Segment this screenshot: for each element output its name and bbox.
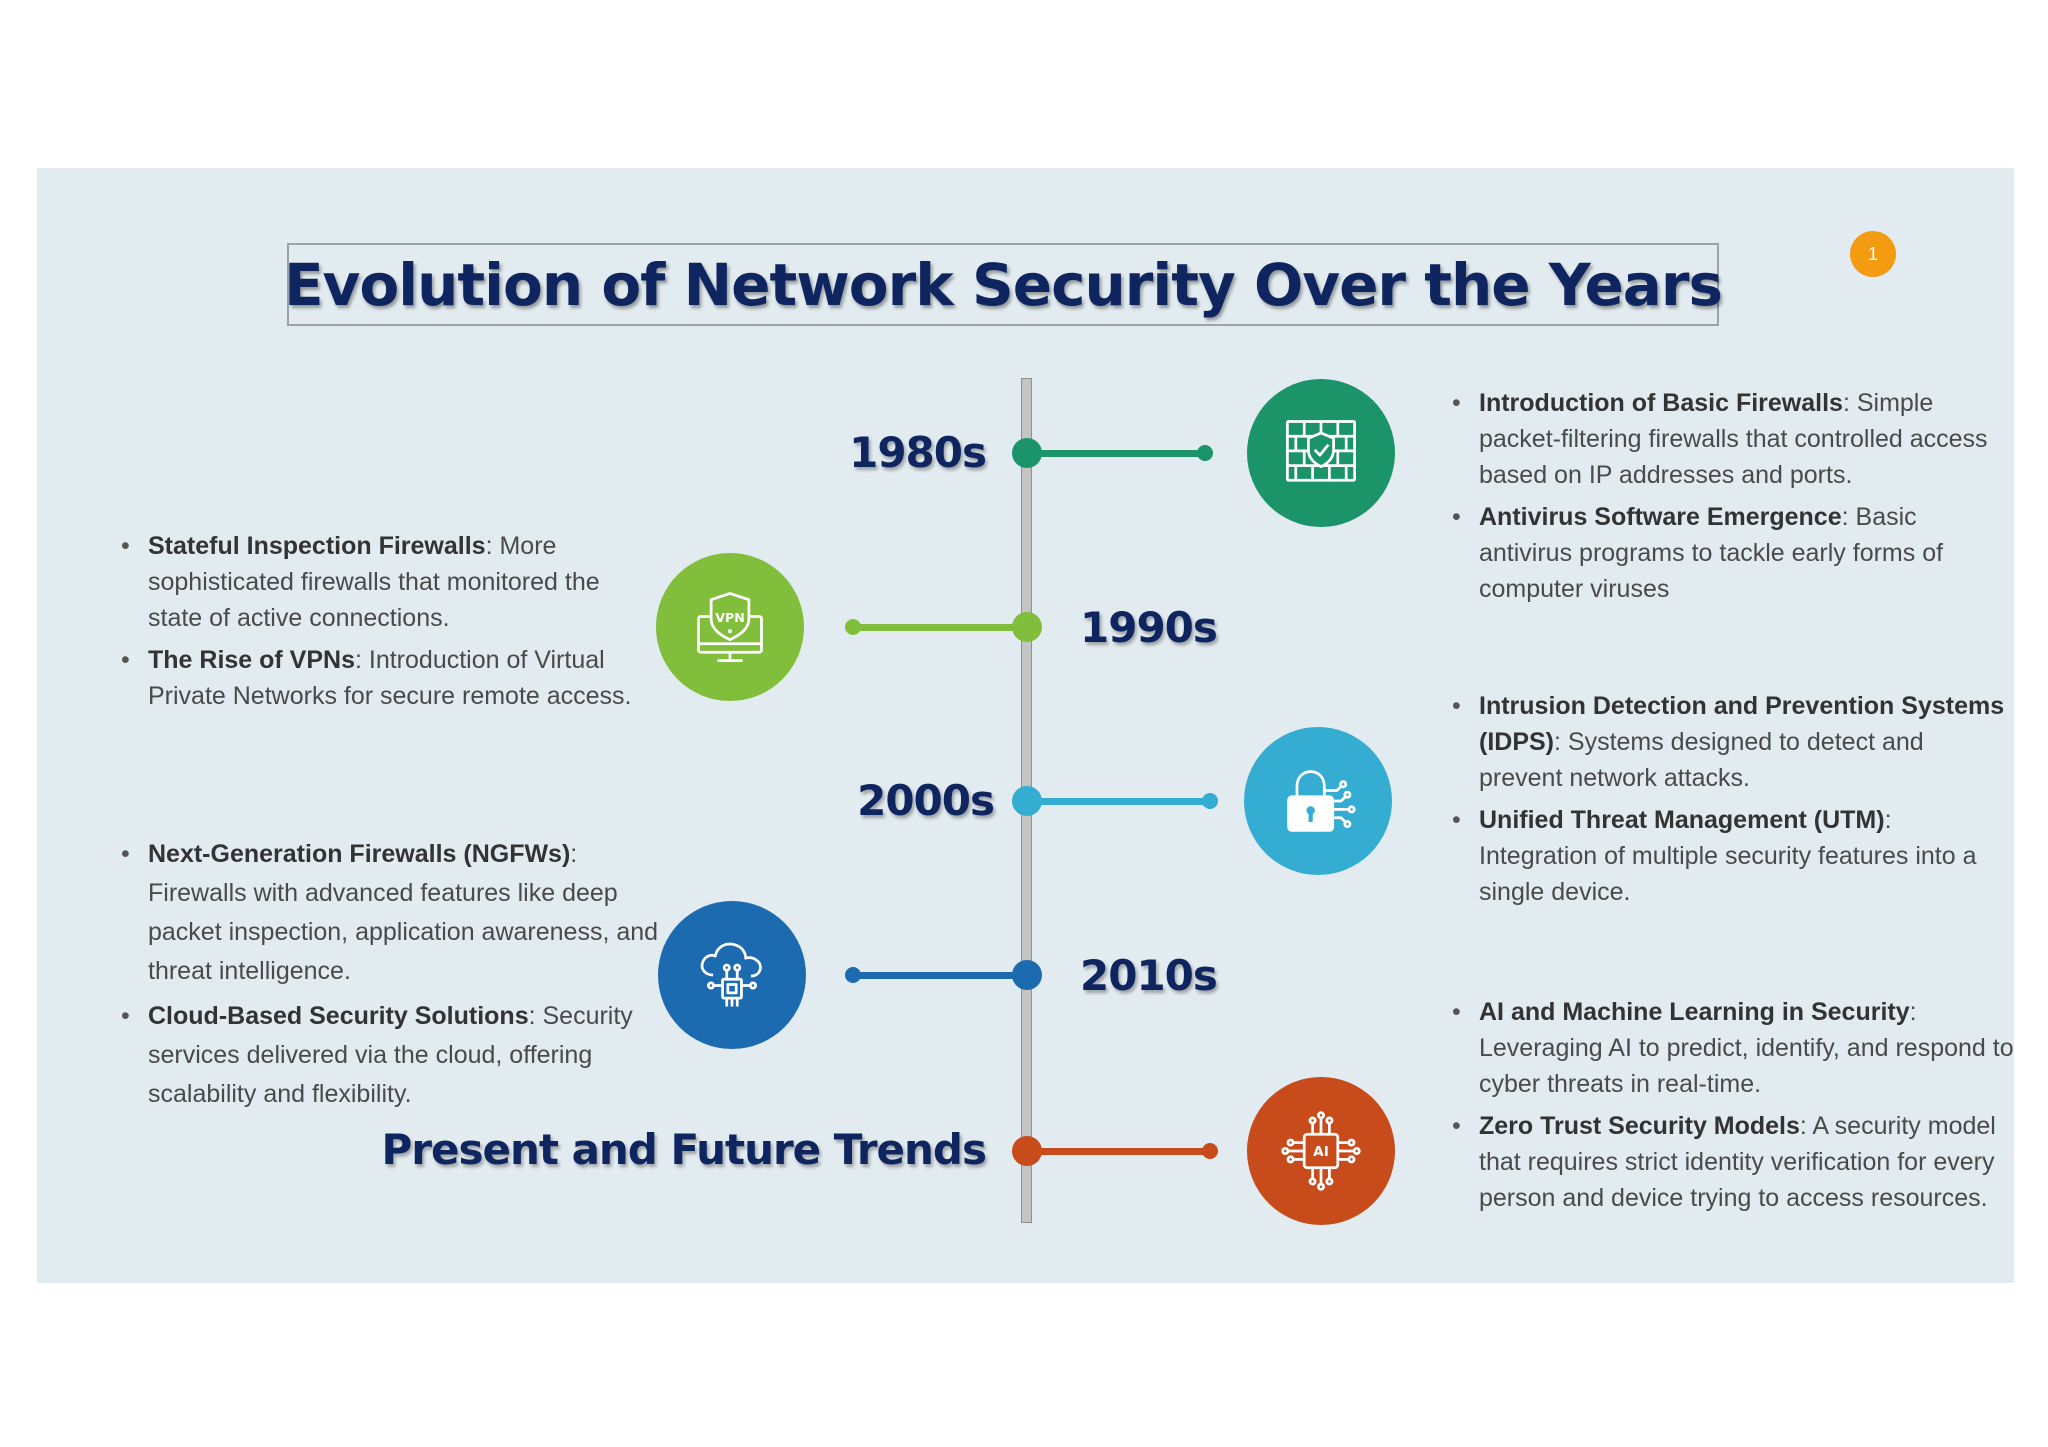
item-title: The Rise of VPNs [148,646,355,674]
timeline-dot-1990s [1012,612,1042,642]
list-item [1448,499,2008,607]
timeline-dot-present [1012,1136,1042,1166]
timeline-dot-1980s [1012,438,1042,468]
item-title: Intrusion Detection and Prevention Systems (IDPS) [1479,692,2005,756]
connector-present [1031,1148,1209,1155]
timeline-dot-2010s [1012,960,1042,990]
connector-end-2010s [845,967,861,983]
padlock-circuit-icon [1276,759,1360,843]
item-text: : Simple packet-filtering firewalls that controlled access based on IP addresses and ports. [1479,389,1988,489]
connector-end-2000s [1202,793,1218,809]
list-item [1448,688,2008,796]
connector-2000s [1031,798,1209,805]
timeline-dot-2000s [1012,786,1042,816]
connector-end-1980s [1197,445,1213,461]
list-item [1448,1108,2018,1216]
list-item [117,835,682,991]
firewall-shield-icon [1279,411,1363,495]
item-text: : Basic antivirus programs to tackle early forms of computer viruses [1479,503,1944,603]
item-title: Next-Generation Firewalls (NGFWs) [148,840,571,868]
item-text: : Leveraging AI to predict, identify, and respond to cyber threats in real-time. [1479,998,2014,1098]
item-title: Antivirus Software Emergence [1479,503,1842,531]
item-title: AI and Machine Learning in Security [1479,998,1910,1026]
list-item [117,997,682,1114]
list-item [117,528,637,636]
era-label-present: Present and Future Trends [381,1125,986,1174]
connector-1990s [853,624,1027,631]
connector-end-present [1202,1143,1218,1159]
era-text-1990s [117,528,637,720]
item-text: : Systems designed to detect and prevent network attacks. [1479,728,1924,792]
item-title: Unified Threat Management (UTM) [1479,806,1885,834]
item-text: : Firewalls with advanced features like deep packet inspection, application awareness, and threat intelligence. [148,840,659,985]
ai-chip-icon [1279,1109,1363,1193]
connector-1980s [1031,450,1205,457]
item-text: : Integration of multiple security features into a single device. [1479,806,1977,906]
item-text: : Security services delivered via the cloud, offering scalability and flexibility. [148,1002,633,1108]
item-text: : A security model that requires strict identity verification for every person and device trying to access resources. [1479,1112,1996,1212]
item-text: : Introduction of Virtual Private Networks for secure remote access. [148,646,632,710]
era-text-2010s [117,835,682,1120]
era-icon-circle-present [1247,1077,1395,1225]
ai-chip-label: AI [1313,1144,1329,1161]
item-title: Stateful Inspection Firewalls [148,532,486,560]
title-box [283,243,1723,326]
item-title: Introduction of Basic Firewalls [1479,389,1843,417]
era-label-1990s: 1990s [1080,603,1217,652]
era-text-1980s [1448,385,2008,613]
list-item [1448,802,2008,910]
list-item [1448,385,2008,493]
connector-2010s [853,972,1027,979]
era-label-2000s: 2000s [857,776,994,825]
era-icon-circle-1990s [656,553,804,701]
era-label-1980s: 1980s [849,428,986,477]
era-icon-circle-2000s [1244,727,1392,875]
list-item [117,642,637,714]
era-text-2000s [1448,688,2008,916]
slide [37,168,2014,1283]
slide-number-badge[interactable]: 1 [1850,231,1896,277]
era-text-present [1448,994,2018,1222]
cloud-chip-icon [690,933,774,1017]
svg-text:VPN: VPN [715,609,745,625]
item-text: : More sophisticated firewalls that monitored the state of active connections. [148,532,600,632]
connector-end-1990s [845,619,861,635]
page-title: Evolution of Network Security Over the Years [283,250,1723,319]
era-icon-circle-1980s [1247,379,1395,527]
list-item [1448,994,2018,1102]
era-label-2010s: 2010s [1080,951,1217,1000]
vpn-monitor-icon [688,585,772,669]
item-title: Zero Trust Security Models [1479,1112,1800,1140]
item-title: Cloud-Based Security Solutions [148,1002,529,1030]
